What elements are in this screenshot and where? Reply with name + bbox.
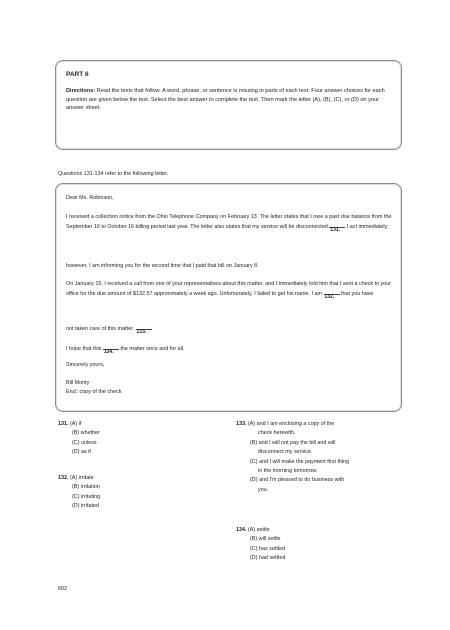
question-133 bbox=[236, 420, 406, 495]
blank-132-number: 132. bbox=[324, 293, 335, 300]
question-134-number: 134. bbox=[236, 527, 247, 533]
q131-option-d[interactable]: (D) as if bbox=[72, 449, 91, 456]
letter-paragraph-5 bbox=[66, 344, 394, 354]
q133-option-c-cont: in the morning tomorrow. bbox=[258, 468, 318, 475]
q133-option-c[interactable]: (C) and I will make the payment first thing bbox=[250, 458, 350, 465]
q133-option-d[interactable]: (D) and I'm pleased to do business with bbox=[250, 477, 345, 484]
p3-text-b: that you have bbox=[341, 290, 374, 297]
q133-option-b-cont: disconnect my service. bbox=[258, 449, 313, 456]
p1-text-a: I received a collection notice from the Ohio Telephone Company on February 13. The letter states that I owe a past due balance from the September 16 to October 16 billing period last year. The letter also states that my service will be disconnected bbox=[66, 214, 392, 230]
signature-name: Bill Monty bbox=[66, 380, 90, 386]
q134-option-a[interactable]: (A) settle bbox=[248, 527, 270, 533]
closing: Sincerely yours, bbox=[66, 362, 105, 368]
q133-option-a-cont: check herewith. bbox=[258, 430, 296, 437]
letter-paragraph-4 bbox=[66, 324, 394, 334]
blank-133-number: 133. bbox=[136, 329, 147, 335]
p4-text: not taken care of this matter. bbox=[66, 326, 135, 332]
p5-text-a: I hope that this bbox=[66, 346, 102, 352]
q133-option-a[interactable]: (A) and I am enclosing a copy of the bbox=[248, 421, 335, 427]
q133-option-b[interactable]: (B) and I will not pay the bill and will bbox=[250, 439, 336, 446]
directions-box bbox=[55, 60, 402, 150]
letter-paragraph-1 bbox=[66, 213, 394, 232]
question-132-number: 132. bbox=[58, 475, 69, 481]
directions-text bbox=[66, 87, 391, 113]
letter-paragraph-2: however, I am informing you for the second time that I paid that bill on January 8. bbox=[66, 263, 259, 269]
page-number: 602 bbox=[58, 586, 67, 592]
q131-option-a[interactable]: (A) if bbox=[70, 421, 82, 427]
q132-option-c[interactable]: (C) irritating bbox=[72, 493, 101, 500]
q132-option-b[interactable]: (B) irritation bbox=[72, 484, 100, 491]
directions-label: Directions: bbox=[66, 88, 96, 94]
blank-131 bbox=[329, 222, 345, 233]
letter-box bbox=[55, 183, 402, 412]
part-title: PART 6 bbox=[66, 71, 89, 78]
q132-option-d[interactable]: (D) irritated bbox=[72, 503, 99, 510]
blank-134-number: 134. bbox=[103, 349, 114, 355]
q134-option-d[interactable]: (D) had settled bbox=[250, 555, 286, 562]
blank-133 bbox=[136, 324, 152, 335]
questions-intro: Questions 131-134 refer to the following letter. bbox=[58, 171, 169, 177]
blank-132 bbox=[324, 289, 340, 300]
directions-body: Read the texts that follow. A word, phrase, or sentence is missing in parts of each text. Four answer choices for each question are given below the text. Select the best answer to complete the text. Then mark the letter (A), (B), (C), or (D) on your answer sheet. bbox=[66, 88, 385, 112]
enclosure-note: Encl: copy of the check bbox=[66, 389, 122, 395]
question-131 bbox=[58, 420, 100, 458]
blank-131-number: 131. bbox=[330, 226, 341, 233]
q134-option-b[interactable]: (B) will settle bbox=[250, 536, 281, 543]
q134-option-c[interactable]: (C) has settled bbox=[250, 545, 286, 552]
p1-text-b: I act immediately; bbox=[346, 223, 389, 230]
question-132 bbox=[58, 474, 100, 512]
q133-option-d-cont: you. bbox=[258, 486, 269, 493]
q132-option-a[interactable]: (A) irritate bbox=[70, 475, 94, 481]
salutation: Dear Ms. Robinson, bbox=[66, 195, 114, 201]
question-131-number: 131. bbox=[58, 421, 69, 427]
question-134 bbox=[236, 526, 285, 564]
question-133-number: 133. bbox=[236, 421, 247, 427]
q131-option-b[interactable]: (B) whether bbox=[72, 430, 100, 437]
p5-text-b: the matter once and for all. bbox=[120, 346, 185, 352]
p3-text-a: On January 15, I received a call from one of your representatives about this matter, and I immediately told him that I sent a check to your office for the due amount of $132.57 approximately a week ago. Unfortunately, I failed to get his name. I am bbox=[66, 281, 392, 297]
blank-134 bbox=[103, 344, 119, 355]
q131-option-c[interactable]: (C) unless bbox=[72, 439, 97, 446]
letter-paragraph-3 bbox=[66, 280, 394, 299]
